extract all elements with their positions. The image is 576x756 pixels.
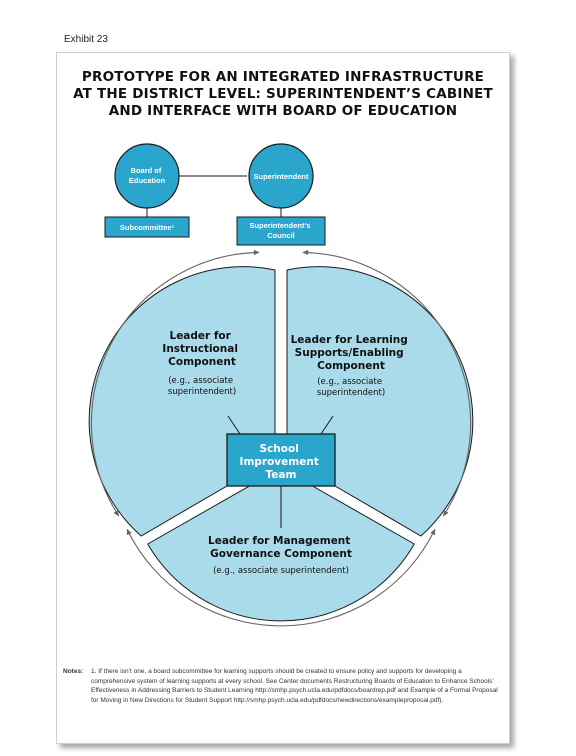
superintendent-label: Superintendent [253, 172, 309, 181]
learning-sub: (e.g., associate [317, 377, 383, 387]
management-title: Governance Component [210, 548, 352, 560]
board-label: Board of [130, 166, 162, 175]
notes-label: Notes: [63, 668, 84, 675]
subcommittee-label: Subcommittee¹ [119, 223, 175, 232]
svg-text:(e.g., associate superin [168, 376, 236, 397]
svg-text:Leader for Instructional [162, 330, 241, 368]
school-team-label: Team [265, 469, 297, 481]
instructional-sub: superintendent) [167, 387, 237, 397]
instructional-title: Leader for [169, 330, 231, 342]
svg-text:Board of Education [129, 166, 166, 185]
exhibit-label: Exhibit 23 [64, 34, 108, 45]
instructional-title: Instructional [162, 343, 238, 355]
notes-text: 1. If there isn’t one, a board subcommittee for learning supports should be created to ensure policy and supports for developing a comprehensive system of learning supports at every school. See Center documents Restructuring Boards of Education to Enhance Schools’ Effectiveness in Addressing Barriers to Student Learning http://smhp.psych.ucla.edu/pdfdocs/boardrep.pdf and Example of a Formal Proposal for Moving in New Directions for Student Support http://smhp.psych.ucla.edu/pdfdocs/newdirections/exampleproposal.pdf). [91, 668, 498, 704]
management-title: Leader for Management [208, 535, 351, 547]
learning-title: Supports/Enabling [294, 347, 404, 359]
school-team-label: Improvement [239, 456, 319, 468]
board-label: Education [128, 176, 166, 185]
svg-text:(e.g., associate superin [317, 377, 385, 398]
title-line: AT THE DISTRICT LEVEL: SUPERINTENDENT’S CABINET [73, 86, 493, 102]
svg-text:Leader for Management Go [208, 535, 354, 560]
exhibit-card [56, 52, 510, 744]
learning-title: Component [317, 360, 385, 372]
council-label: Superintendent’s [249, 221, 311, 230]
title-line: AND INTERFACE WITH BOARD OF EDUCATION [108, 103, 458, 119]
learning-sub: superintendent) [316, 388, 386, 398]
council-label: Council [267, 231, 295, 240]
school-team-label: School [259, 443, 299, 455]
title-line: PROTOTYPE FOR AN INTEGRATED INFRASTRUCTURE [81, 69, 485, 85]
learning-title: Leader for Learning [290, 334, 408, 346]
instructional-title: Component [168, 356, 236, 368]
instructional-sub: (e.g., associate [168, 376, 234, 386]
infrastructure-diagram [57, 53, 509, 663]
management-sub: (e.g., associate superintendent) [213, 566, 349, 576]
